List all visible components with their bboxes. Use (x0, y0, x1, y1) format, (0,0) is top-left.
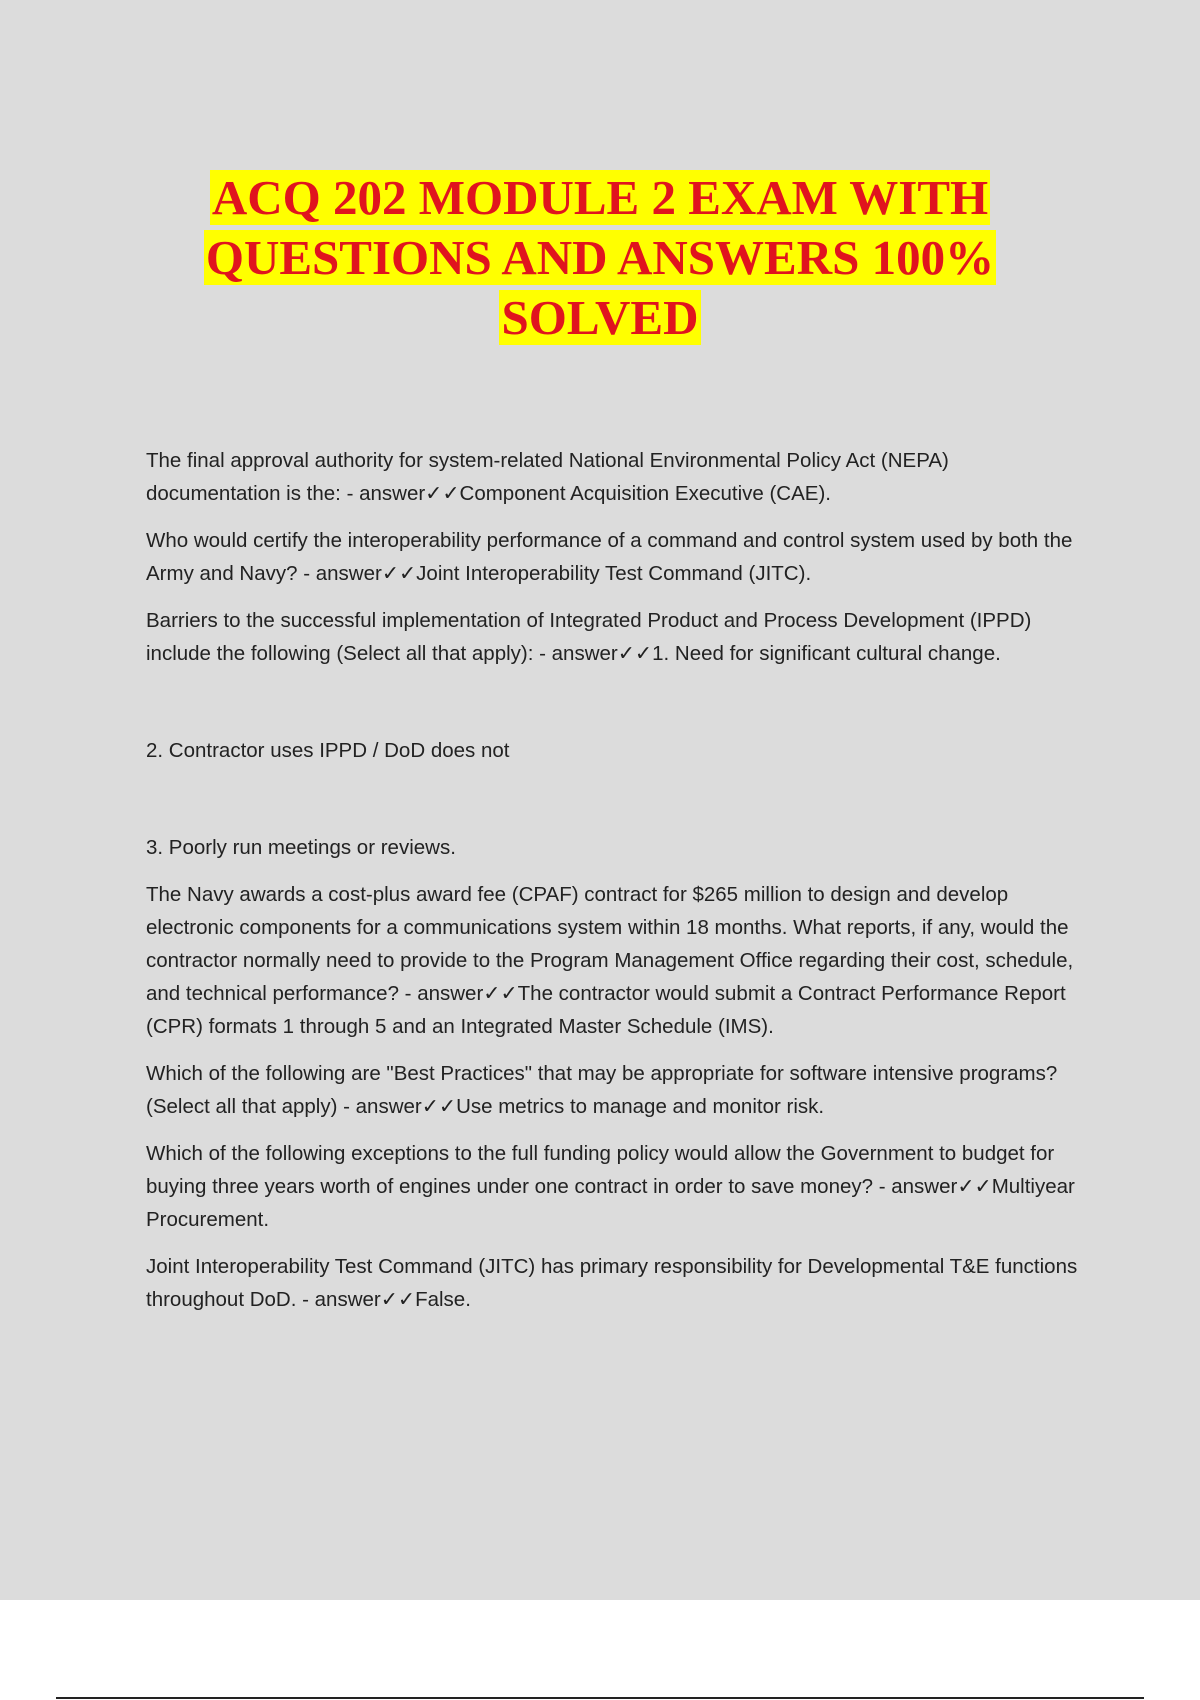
qa-item-software-best-practices: Which of the following are "Best Practices" that may be appropriate for software intensive programs? (Select all that apply) - answer✓✓Use metrics to manage and monitor risk. (146, 1062, 1058, 1118)
title-line-3-text: SOLVED (501, 290, 699, 345)
title-line-1 (0, 168, 1200, 228)
qa-item-cpaf-reports: The Navy awards a cost-plus award fee (CPAF) contract for $265 million to design and develop electronic components for a communications system within 18 months. What reports, if any, would the contractor normally need to provide to the Program Management Office regarding their cost, schedule, and technical performance? - answer✓✓The contractor would submit a Contract Performance Report (CPR) formats 1 through 5 and an Integrated Master Schedule (IMS). (146, 883, 1074, 1038)
footer-divider (56, 1697, 1144, 1699)
title-line-2-text: QUESTIONS AND ANSWERS 100% (205, 230, 995, 285)
qa-item-ippd-barriers: Barriers to the successful implementation of Integrated Product and Process Development (IPPD) include the following (Select all that apply): - answer✓✓1. Need for significant cultural change. (146, 609, 1032, 665)
qa-item-nepa-approval: The final approval authority for system-related National Environmental Policy Act (NEPA) documentation is the: - answer✓✓Component Acquisition Executive (CAE). (146, 449, 949, 505)
qa-item-ippd-barrier-3: 3. Poorly run meetings or reviews. (146, 836, 456, 859)
qa-item-full-funding-exception: Which of the following exceptions to the full funding policy would allow the Government to budget for buying three years worth of engines under one contract in order to save money? - answer✓✓Multiyear Procurement. (146, 1142, 1075, 1231)
qa-list (146, 444, 1086, 1330)
qa-item-interoperability-cert: Who would certify the interoperability performance of a command and control system used by both the Army and Navy? - answer✓✓Joint Interoperability Test Command (JITC). (146, 529, 1073, 585)
title-line-1-text: ACQ 202 MODULE 2 EXAM WITH (211, 170, 989, 225)
qa-item-ippd-barrier-2: 2. Contractor uses IPPD / DoD does not (146, 739, 510, 762)
title-line-2 (0, 228, 1200, 288)
qa-item-jitc-responsibility: Joint Interoperability Test Command (JITC) has primary responsibility for Developmental T&E functions throughout DoD. - answer✓✓False. (146, 1255, 1078, 1311)
title-line-3 (0, 288, 1200, 348)
document-title (0, 168, 1200, 348)
